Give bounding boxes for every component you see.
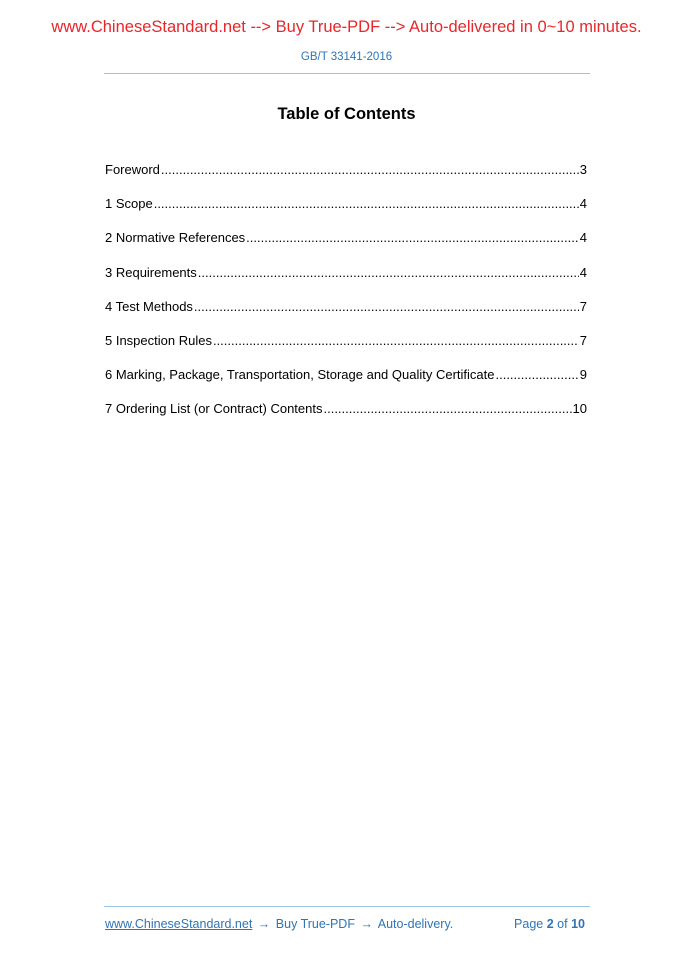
page-footer: [105, 916, 585, 934]
toc-title: Table of Contents: [277, 105, 416, 123]
dot-leader: [198, 265, 579, 281]
current-page-number: 2: [546, 917, 554, 931]
toc-entry-scope[interactable]: [105, 196, 587, 230]
toc-entry-page: 7: [579, 298, 587, 314]
footer-auto-text: Auto-delivery.: [377, 917, 454, 931]
footer-buy-text: Buy True-PDF: [275, 917, 355, 931]
dot-leader: [161, 162, 579, 178]
toc-entry-page: 7: [579, 332, 587, 348]
toc-entry-normative-references[interactable]: [105, 230, 587, 264]
footer-promo: [105, 916, 453, 932]
dot-leader: [246, 230, 579, 246]
dot-leader: [194, 299, 579, 315]
toc-entry-page: 4: [579, 196, 587, 212]
promo-banner[interactable]: www.ChineseStandard.net --> Buy True-PDF --> Auto-delivered in 0~10 minutes.: [51, 18, 642, 36]
document-number: GB/T 33141-2016: [300, 51, 393, 63]
toc-entry-page: 9: [579, 367, 587, 383]
dot-leader: [323, 401, 571, 417]
page-indicator: [514, 916, 585, 932]
dot-leader: [213, 333, 579, 349]
total-page-number: 10: [571, 917, 585, 931]
arrow-right-icon: →: [257, 917, 271, 931]
dot-leader: [495, 367, 578, 383]
toc-entry-text: 1 Scope: [105, 196, 153, 212]
footer-site-link[interactable]: www.ChineseStandard.net: [105, 917, 253, 931]
toc-entry-page: 4: [579, 264, 587, 280]
toc-entry-page: 4: [579, 230, 587, 246]
page-label: Page: [514, 917, 544, 931]
toc-entry-ordering-list[interactable]: [105, 401, 587, 435]
toc-entry-text: 3 Requirements: [105, 264, 197, 280]
toc-entry-page: 3: [579, 162, 587, 177]
toc-entry-requirements[interactable]: [105, 265, 587, 299]
toc-entry-marking-package[interactable]: [105, 367, 587, 401]
arrow-right-icon: →: [360, 917, 373, 931]
toc-entry-text: 6 Marking, Package, Transportation, Storage and Quality Certificate: [105, 367, 495, 383]
toc-entry-text: 4 Test Methods: [105, 298, 193, 314]
toc-entry-text: 7 Ordering List (or Contract) Contents: [105, 401, 323, 417]
toc-entry-text: Foreword: [105, 162, 160, 177]
dot-leader: [154, 196, 579, 212]
toc-entry-inspection-rules[interactable]: [105, 333, 587, 367]
toc-entry-text: 5 Inspection Rules: [105, 332, 212, 348]
toc-entry-foreword[interactable]: [105, 162, 587, 196]
of-label: of: [557, 917, 568, 931]
toc-entry-text: 2 Normative References: [105, 230, 246, 246]
footer-divider: [104, 906, 590, 907]
toc-entry-page: 10: [572, 401, 587, 417]
toc-entry-test-methods[interactable]: [105, 299, 587, 333]
header-divider: [104, 73, 590, 74]
table-of-contents: [105, 162, 587, 436]
